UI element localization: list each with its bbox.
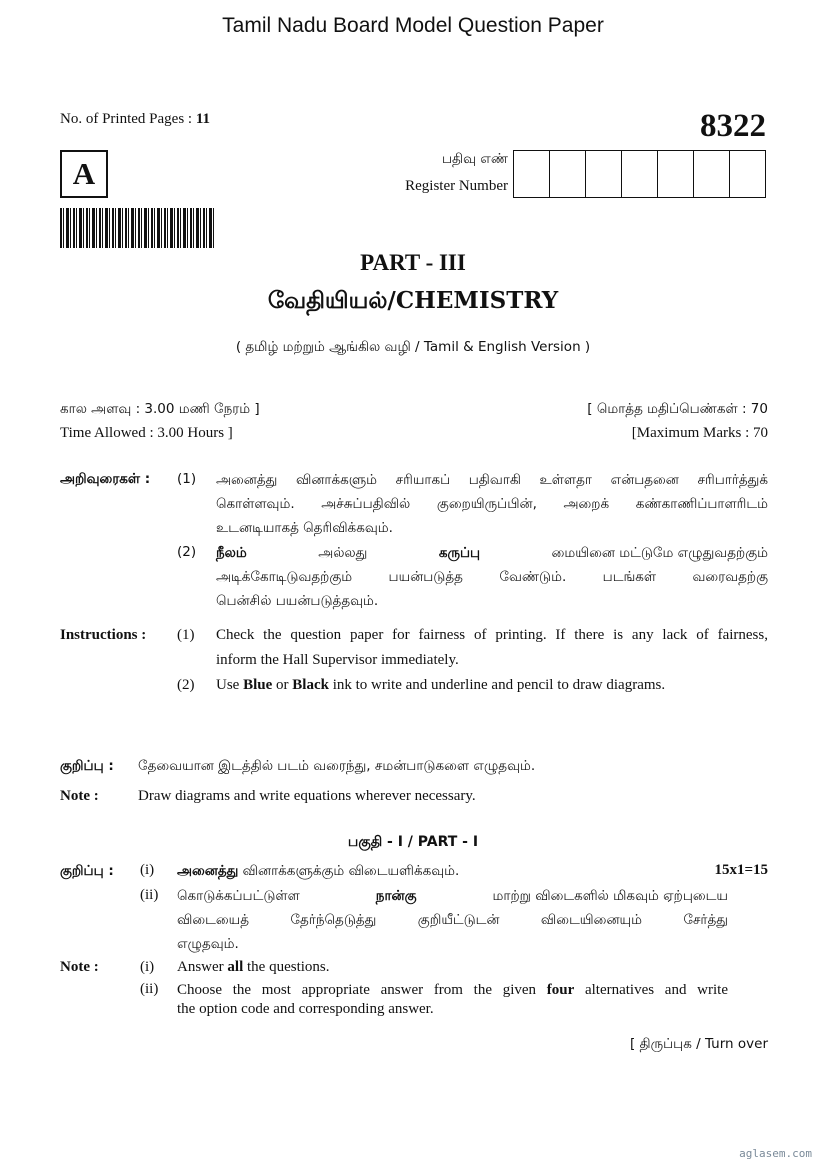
register-digit-box[interactable]: [586, 151, 622, 197]
register-digit-box[interactable]: [550, 151, 586, 197]
instr-tamil-2-rest: மையினை மட்டுமே எழுதுவதற்கும்: [551, 545, 768, 561]
marks-english: [Maximum Marks : 70: [631, 425, 768, 441]
part1-english-ii-four: four: [546, 982, 575, 998]
or-word: அல்லது: [318, 545, 368, 561]
instr-english-2-or: or: [272, 677, 293, 693]
printed-pages-value: 11: [195, 111, 211, 127]
part1-tamil-ii-b: மாற்று விடைகளில் மிகவும் ஏற்புடைய: [492, 888, 728, 904]
barcode: [60, 208, 216, 248]
instr-english-1-line: inform the Hall Supervisor immediately.: [216, 652, 459, 668]
instr-english-2-black: Black: [292, 677, 329, 693]
all-word: அனைத்து: [177, 863, 239, 879]
part1-english-i: [177, 959, 330, 976]
instr-english-2: [216, 677, 768, 694]
register-digit-box[interactable]: [622, 151, 658, 197]
part1-english-num-i: (i): [140, 959, 155, 975]
blue-word: நீலம்: [216, 545, 247, 561]
marks-tamil: [ மொத்த மதிப்பெண்கள் : 70: [587, 401, 768, 417]
part1-tamil-num-ii: (ii): [140, 887, 159, 903]
instr-tamil-1-line: அனைத்து வினாக்களும் சரியாகப் பதிவாகி உள்ளதா என்பதனை சரிபார்த்துக்: [216, 472, 768, 488]
part1-tamil-ii-a: கொடுக்கப்பட்டுள்ள: [177, 888, 300, 904]
subject-title: வேதியியல்/CHEMISTRY: [267, 287, 559, 314]
instr-tamil-num-1: (1): [177, 471, 197, 487]
instr-english-2-blue: Blue: [243, 677, 273, 693]
kurippu-text: தேவையான இடத்தில் படம் வரைந்து, சமன்பாடுகளை எழுதவும்.: [138, 758, 536, 774]
part1-english-ii-line2: the option code and corresponding answer.: [177, 1001, 434, 1017]
instr-english-num-2: (2): [177, 677, 195, 693]
instr-english-num-1: (1): [177, 627, 195, 643]
instr-tamil-2: [216, 541, 768, 613]
register-digit-box[interactable]: [514, 151, 550, 197]
banner-title: Tamil Nadu Board Model Question Paper: [222, 14, 604, 37]
instr-tamil-num-2: (2): [177, 544, 197, 560]
watermark: aglasem.com: [739, 1147, 812, 1160]
register-digit-box[interactable]: [658, 151, 694, 197]
register-digit-box[interactable]: [694, 151, 730, 197]
part1-tamil-i: [177, 863, 459, 881]
series-box: A: [60, 150, 108, 198]
part1-marks: 15x1=15: [714, 862, 768, 878]
part1-tamil-i-rest: வினாக்களுக்கும் விடையளிக்கவும்.: [238, 863, 460, 879]
part1-english-ii-b: alternatives and write: [574, 982, 728, 998]
instr-english-1-line: Check the question paper for fairness of printing. If there is any lack of fairness,: [216, 627, 768, 643]
part1-tamil-ii-line: விடையைத் தேர்ந்தெடுத்து குறியீட்டுடன் விடையினையும் சேர்த்து: [177, 912, 728, 928]
part1-english-i-a: Answer: [177, 959, 228, 975]
time-tamil: கால அளவு : 3.00 மணி நேரம் ]: [60, 401, 260, 417]
printed-pages: [60, 111, 210, 128]
instr-english-1: [216, 623, 768, 673]
part1-english-i-b: the questions.: [243, 959, 330, 975]
printed-pages-label: No. of Printed Pages :: [60, 111, 196, 127]
part1-tamil-label: குறிப்பு :: [60, 863, 114, 879]
part1-english-ii-a: Choose the most appropriate answer from the given: [177, 982, 547, 998]
part1-tamil-num-i: (i): [140, 862, 155, 878]
instr-tamil-1: [216, 468, 768, 540]
part1-tamil-ii-first-line: [177, 884, 728, 908]
part1-english-ii-line1: [177, 981, 728, 1000]
paper-code: 8322: [700, 108, 766, 144]
version-line: ( தமிழ் மற்றும் ஆங்கில வழி / Tamil & English Version ): [235, 339, 591, 355]
turn-over: [ திருப்புக / Turn over: [629, 1036, 768, 1052]
black-word: கருப்பு: [438, 545, 481, 561]
note-text: Draw diagrams and write equations wherever necessary.: [138, 788, 476, 804]
register-digit-box[interactable]: [730, 151, 765, 197]
part1-heading: பகுதி - I / PART - I: [347, 834, 479, 850]
instructions-tamil-label: அறிவுரைகள் :: [60, 471, 151, 487]
part1-english-i-all: all: [227, 959, 244, 975]
instr-english-2-a: Use: [216, 677, 244, 693]
part1-english-ii: [177, 981, 728, 1019]
instr-tamil-1-line: கொள்ளவும். அச்சுப்பதிவில் குறையிருப்பின், அறைக் கண்காணிப்பாளரிடம்: [216, 496, 768, 512]
register-label-tamil: பதிவு எண்: [441, 151, 508, 167]
register-label-english: Register Number: [405, 178, 508, 194]
part-title: PART - III: [360, 250, 466, 275]
part1-tamil-ii-line: எழுதவும்.: [177, 936, 239, 952]
time-english: Time Allowed : 3.00 Hours ]: [60, 425, 233, 441]
part1-note-label: Note :: [60, 959, 99, 975]
instr-tamil-2-line: அடிக்கோடிடுவதற்கும் பயன்படுத்த வேண்டும். படங்கள் வரைவதற்கு: [216, 569, 768, 585]
instr-english-2-rest: ink to write and underline and pencil to draw diagrams.: [328, 677, 666, 693]
register-number-boxes[interactable]: [513, 150, 766, 198]
part1-english-num-ii: (ii): [140, 981, 159, 997]
instr-tamil-2-first-line: [216, 541, 768, 565]
instr-tamil-1-line: உடனடியாகத் தெரிவிக்கவும்.: [216, 520, 393, 536]
instructions-english-label: Instructions :: [60, 627, 147, 643]
note-label: Note :: [60, 788, 99, 804]
four-word: நான்கு: [375, 888, 417, 904]
kurippu-label: குறிப்பு :: [60, 758, 114, 774]
instr-tamil-2-line: பென்சில் பயன்படுத்தவும்.: [216, 593, 379, 609]
part1-tamil-ii: [177, 884, 728, 956]
